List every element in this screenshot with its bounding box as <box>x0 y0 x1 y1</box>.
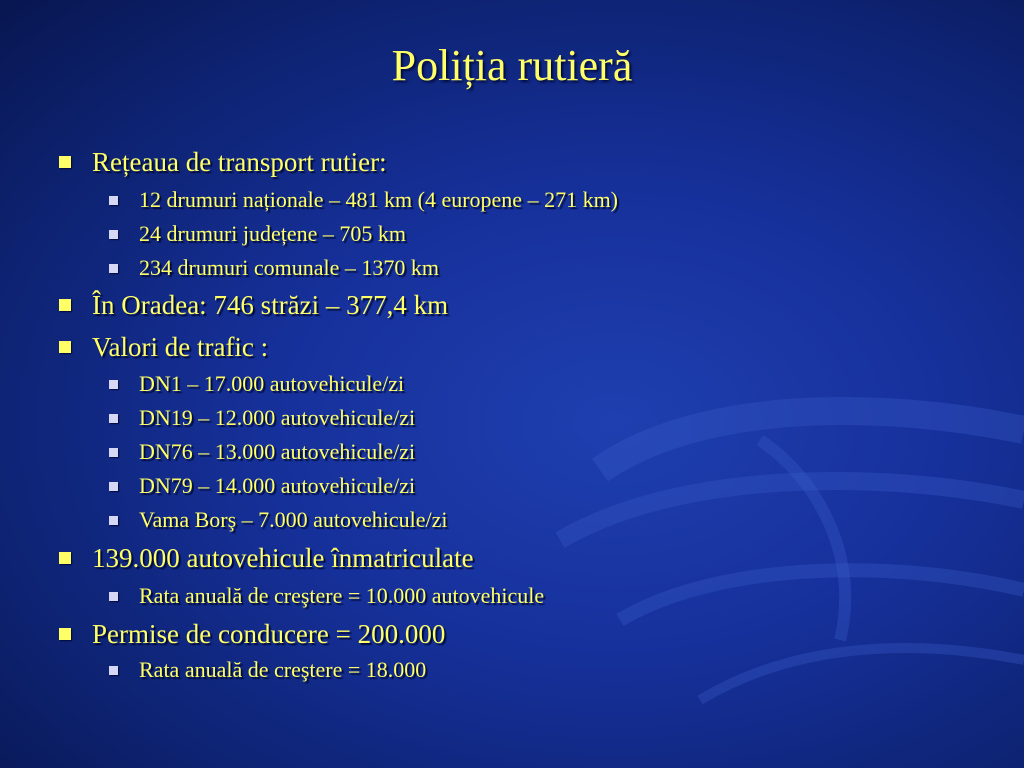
square-bullet-icon <box>109 448 118 457</box>
sub-bullet-dn19: DN19 – 12.000 autovehicule/zi <box>139 405 416 430</box>
bullet-registered-vehicles: 139.000 autovehicule înmatriculate <box>92 543 474 573</box>
square-bullet-icon <box>59 552 71 564</box>
sub-bullet-county-roads: 24 drumuri județene – 705 km <box>139 221 407 246</box>
sub-bullet-dn79: DN79 – 14.000 autovehicule/zi <box>139 473 416 498</box>
square-bullet-icon <box>109 516 118 525</box>
sub-bullet-dn76: DN76 – 13.000 autovehicule/zi <box>139 439 416 464</box>
sub-bullet-license-growth: Rata anuală de creştere = 18.000 <box>139 657 427 682</box>
square-bullet-icon <box>59 628 71 640</box>
square-bullet-icon <box>109 196 118 205</box>
sub-bullet-dn1: DN1 – 17.000 autovehicule/zi <box>139 371 405 396</box>
sub-bullet-communal-roads: 234 drumuri comunale – 1370 km <box>139 255 440 280</box>
square-bullet-icon <box>109 380 118 389</box>
square-bullet-icon <box>109 414 118 423</box>
square-bullet-icon <box>109 482 118 491</box>
sub-bullet-vama-bors: Vama Borş – 7.000 autovehicule/zi <box>139 507 448 532</box>
sub-bullet-national-roads: 12 drumuri naționale – 481 km (4 europene – 271 km) <box>139 187 619 212</box>
bullet-road-network: Rețeaua de transport rutier: <box>92 147 387 177</box>
bullet-traffic-values: Valori de trafic : <box>92 332 269 362</box>
square-bullet-icon <box>59 299 71 311</box>
square-bullet-icon <box>109 592 118 601</box>
bullet-driving-licenses: Permise de conducere = 200.000 <box>92 619 446 649</box>
slide-title: Poliția rutieră <box>391 41 633 90</box>
square-bullet-icon <box>109 230 118 239</box>
square-bullet-icon <box>59 341 71 353</box>
sub-bullet-vehicle-growth: Rata anuală de creştere = 10.000 autovehicule <box>139 583 545 608</box>
square-bullet-icon <box>109 264 118 273</box>
bullet-oradea-streets: În Oradea: 746 străzi – 377,4 km <box>92 290 449 320</box>
square-bullet-icon <box>59 156 71 168</box>
square-bullet-icon <box>109 666 118 675</box>
